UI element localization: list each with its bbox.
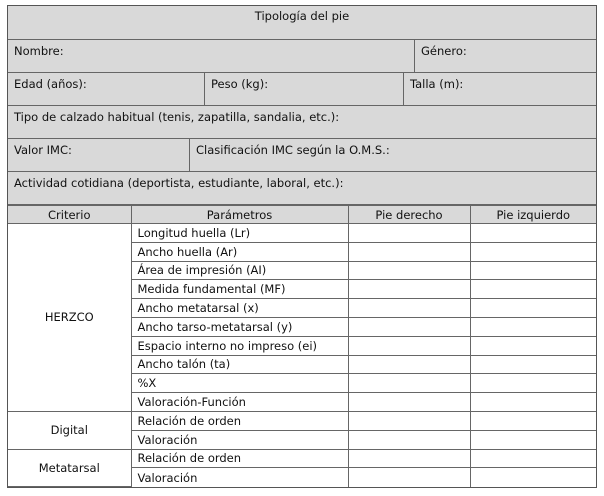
left-foot-cell[interactable] — [470, 355, 596, 374]
left-foot-cell[interactable] — [470, 411, 596, 430]
table-row — [8, 411, 596, 430]
right-foot-cell[interactable] — [348, 355, 470, 374]
left-foot-cell[interactable] — [470, 280, 596, 299]
param-label: Valoración — [131, 468, 348, 487]
param-label: Relación de orden — [131, 411, 348, 430]
right-foot-cell[interactable] — [348, 411, 470, 430]
header-criterio: Criterio — [8, 206, 131, 224]
param-label: Ancho talón (ta) — [131, 355, 348, 374]
form-title-row — [8, 6, 596, 40]
right-foot-cell[interactable] — [348, 374, 470, 393]
right-foot-cell[interactable] — [348, 430, 470, 449]
left-foot-cell[interactable] — [470, 261, 596, 280]
nombre-field[interactable]: Nombre: — [14, 44, 64, 58]
right-foot-cell[interactable] — [348, 242, 470, 261]
param-label: %X — [131, 374, 348, 393]
age-weight-height-row — [8, 73, 596, 106]
left-foot-cell[interactable] — [470, 374, 596, 393]
criterio-metatarsal: Metatarsal — [8, 449, 131, 487]
right-foot-cell[interactable] — [348, 280, 470, 299]
right-foot-cell[interactable] — [348, 336, 470, 355]
param-label: Medida fundamental (MF) — [131, 280, 348, 299]
form-title: Tipología del pie — [254, 9, 350, 23]
parameters-table — [8, 205, 596, 487]
clasificacion-imc-field[interactable]: Clasificación IMC según la O.M.S.: — [189, 139, 596, 171]
calzado-field[interactable]: Tipo de calzado habitual (tenis, zapatilla, sandalia, etc.): — [14, 110, 340, 124]
right-foot-cell[interactable] — [348, 299, 470, 318]
table-header-row — [8, 206, 596, 224]
criterio-digital: Digital — [8, 411, 131, 449]
right-foot-cell[interactable] — [348, 261, 470, 280]
header-pie-izquierdo: Pie izquierdo — [470, 206, 596, 224]
right-foot-cell[interactable] — [348, 468, 470, 487]
right-foot-cell[interactable] — [348, 224, 470, 243]
activity-row — [8, 172, 596, 205]
left-foot-cell[interactable] — [470, 430, 596, 449]
left-foot-cell[interactable] — [470, 242, 596, 261]
edad-field[interactable]: Edad (años): — [14, 77, 87, 91]
right-foot-cell[interactable] — [348, 449, 470, 468]
right-foot-cell[interactable] — [348, 317, 470, 336]
param-label: Relación de orden — [131, 449, 348, 468]
right-foot-cell[interactable] — [348, 393, 470, 412]
peso-field[interactable]: Peso (kg): — [204, 73, 403, 105]
left-foot-cell[interactable] — [470, 336, 596, 355]
imc-field[interactable]: Valor IMC: — [14, 143, 72, 157]
talla-field[interactable]: Talla (m): — [403, 73, 596, 105]
param-label: Valoración — [131, 430, 348, 449]
param-label: Valoración-Función — [131, 393, 348, 412]
left-foot-cell[interactable] — [470, 224, 596, 243]
criterio-herzco: HERZCO — [8, 224, 131, 412]
table-row — [8, 224, 596, 243]
header-pie-derecho: Pie derecho — [348, 206, 470, 224]
left-foot-cell[interactable] — [470, 449, 596, 468]
footwear-row — [8, 106, 596, 139]
header-parametros: Parámetros — [131, 206, 348, 224]
foot-typology-form — [7, 5, 597, 488]
param-label: Área de impresión (AI) — [131, 261, 348, 280]
left-foot-cell[interactable] — [470, 299, 596, 318]
table-row — [8, 449, 596, 468]
param-label: Ancho huella (Ar) — [131, 242, 348, 261]
param-label: Ancho metatarsal (x) — [131, 299, 348, 318]
actividad-field[interactable]: Actividad cotidiana (deportista, estudiante, laboral, etc.): — [14, 176, 344, 190]
param-label: Ancho tarso-metatarsal (y) — [131, 317, 348, 336]
left-foot-cell[interactable] — [470, 393, 596, 412]
genero-field[interactable]: Género: — [414, 40, 596, 72]
param-label: Espacio interno no impreso (ei) — [131, 336, 348, 355]
name-gender-row — [8, 40, 596, 73]
param-label: Longitud huella (Lr) — [131, 224, 348, 243]
imc-row — [8, 139, 596, 172]
left-foot-cell[interactable] — [470, 468, 596, 487]
left-foot-cell[interactable] — [470, 317, 596, 336]
